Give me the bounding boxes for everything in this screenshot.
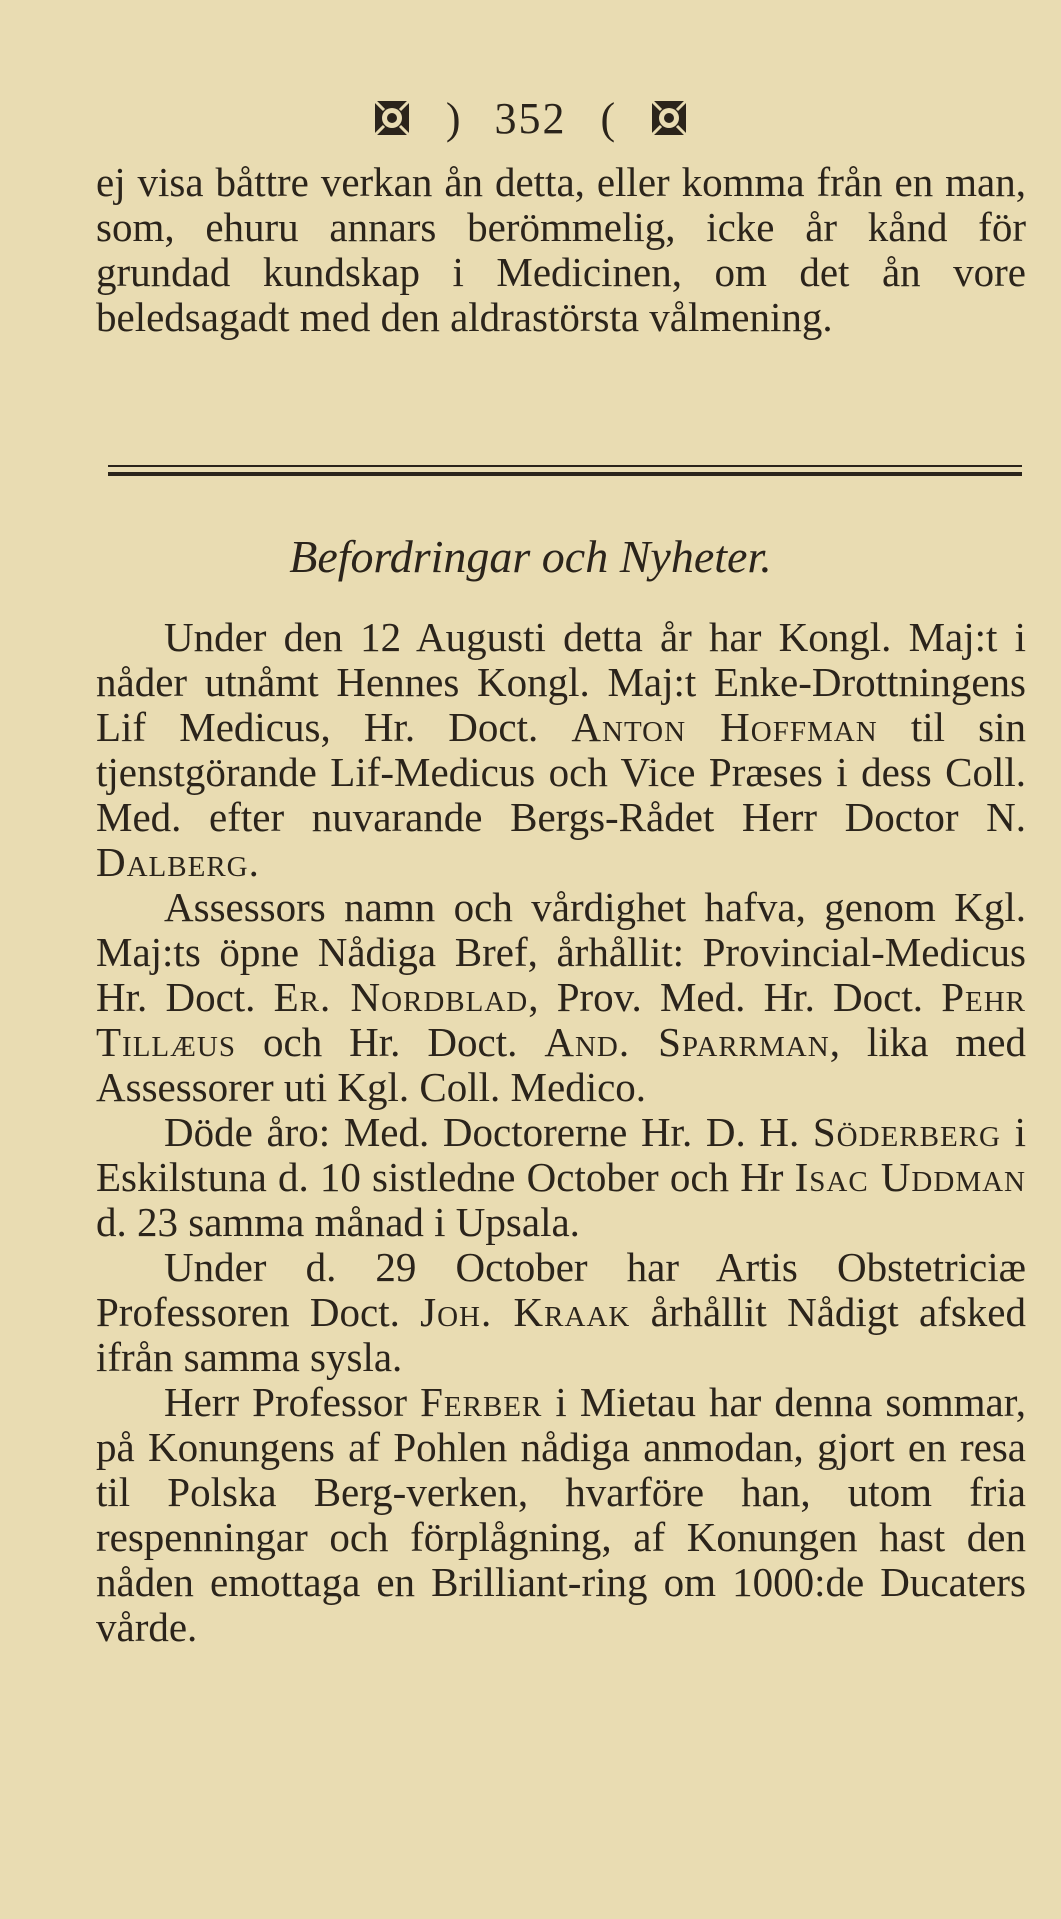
- person-name: Söderberg: [812, 1109, 1001, 1155]
- section-divider: [108, 465, 1022, 476]
- person-name: Isac Uddman: [794, 1154, 1026, 1200]
- person-name: Joh. Kraak: [420, 1289, 631, 1335]
- text-run: , lika med Assessorer uti Kgl. Coll. Medico.: [96, 1019, 1026, 1110]
- person-name: Anton Hoffman: [571, 704, 878, 750]
- news-paragraph-appointment: [96, 615, 1026, 885]
- person-name: Dalberg: [96, 839, 249, 885]
- news-paragraph-dismissal: [96, 1245, 1026, 1380]
- person-name: Ferber: [420, 1379, 543, 1425]
- text-run: århållit Nådigt afsked ifrån samma sysla.: [96, 1289, 1026, 1380]
- text-run: i Mietau har denna sommar, på Konungens af Pohlen nådiga anmodan, gjort en resa til Polska Berg-verken, hvarföre han, utom fria respenningar och förplågning, af Konungen hast den nåden emottaga en Brilliant-ring om 1000:de Ducaters vårde.: [96, 1379, 1027, 1650]
- text-run: Under d. 29 October har Artis Obstetriciæ Professoren Doct.: [96, 1244, 1026, 1335]
- news-paragraph-journey: [96, 1380, 1026, 1650]
- text-run: Under den 12 Augusti detta år har Kongl. Maj:t i nåder utnåmt Hennes Kongl. Maj:t Enke-Drottningens Lif Medicus, Hr. Doct.: [96, 614, 1026, 750]
- ornament-right-icon: [649, 98, 689, 138]
- person-name: Pehr Tillæus: [96, 974, 1026, 1065]
- header-bracket-right: (: [600, 93, 616, 143]
- intro-paragraph: ej visa båttre verkan ån detta, eller komma från en man, som, ehuru annars berömmelig, icke år kånd för grundad kundskap i Medicinen, om det ån vore beledsagadt med den aldrastörsta vålmening.: [96, 159, 1026, 340]
- page-number: 352: [494, 93, 567, 143]
- person-name: And. Sparrman: [544, 1019, 830, 1065]
- text-run: Herr Professor: [164, 1379, 421, 1425]
- header-bracket-left: ): [445, 93, 461, 143]
- section-title: Befordringar och Nyheter.: [289, 531, 772, 582]
- text-run: d. 23 samma månad i Upsala.: [96, 1199, 580, 1245]
- ornament-left-icon: [372, 98, 412, 138]
- text-run: til sin tjenstgörande Lif-Medicus och Vice Præses i dess Coll. Med. efter nuvarande Bergs-Rådet Herr Doctor N.: [96, 704, 1027, 840]
- news-paragraph-deaths: [96, 1110, 1026, 1245]
- text-run: Döde åro: Med. Doctorerne Hr. D. H.: [164, 1109, 813, 1155]
- text-run: , Prov. Med. Hr. Doct.: [528, 974, 942, 1020]
- news-text-block: [96, 615, 1026, 1650]
- text-run: .: [248, 839, 259, 885]
- text-run: i Eskilstuna d. 10 sistledne October och Hr: [96, 1109, 1026, 1200]
- divider-thick-line: [108, 472, 1022, 476]
- text-run: och Hr. Doct.: [236, 1019, 545, 1065]
- intro-text-block: [96, 160, 1026, 340]
- news-paragraph-assessors: [96, 885, 1026, 1110]
- divider-thin-line: [108, 465, 1022, 467]
- text-run: Assessors namn och vårdighet hafva, genom Kgl. Maj:ts öpne Nådiga Bref, århållit: Provincial-Medicus Hr. Doct.: [96, 884, 1026, 1020]
- page-header: [0, 88, 1061, 148]
- person-name: Er. Nordblad: [273, 974, 529, 1020]
